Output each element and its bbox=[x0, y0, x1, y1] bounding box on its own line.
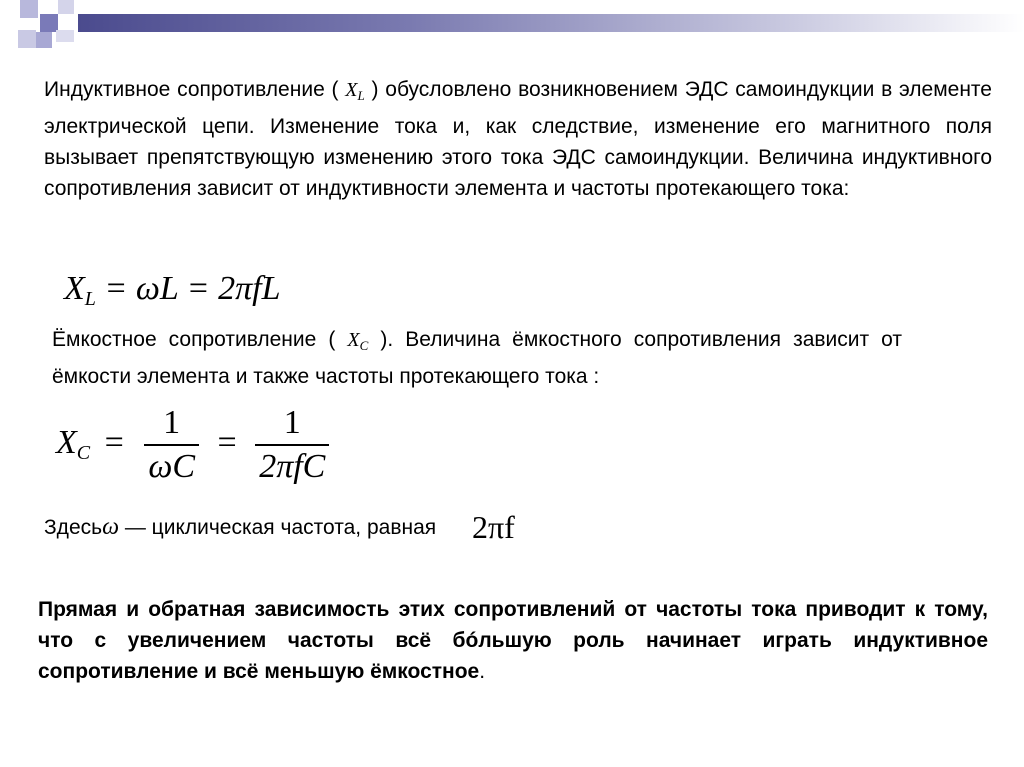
title-bar bbox=[78, 14, 1024, 32]
p2-before: Ёмкостное сопротивление ( bbox=[52, 328, 336, 351]
paragraph-capacitive bbox=[52, 324, 902, 392]
two-pi-f: 2πf bbox=[471, 509, 515, 545]
paragraph-inductive bbox=[44, 74, 992, 204]
xl-symbol: $X_L$ bbox=[345, 79, 365, 103]
formula-inductive: XL = ωL = 2πfL bbox=[64, 270, 281, 310]
xc-symbol: $X_C$ bbox=[347, 329, 369, 353]
deco-square bbox=[56, 30, 74, 42]
paragraph-conclusion: Прямая и обратная зависимость этих сопротивлений от частоты тока приводит к тому, что с увеличением частоты всё бóльшую роль начинает играть индуктивное сопротивление и всё меньшую ёмкостное. bbox=[38, 598, 988, 683]
deco-square bbox=[36, 32, 52, 48]
p2-after: ). Величина ёмкостного сопротивления зависит от ёмкости элемента и также частоты протекающего тока : bbox=[52, 328, 902, 388]
p1-before: Индуктивное сопротивление ( bbox=[44, 78, 339, 101]
header-decoration bbox=[0, 0, 1024, 60]
deco-square bbox=[58, 0, 74, 14]
fraction-2: $\frac{1}{\text{2πfC}}$ bbox=[255, 404, 329, 486]
omega-symbol: ω bbox=[102, 514, 120, 540]
deco-square bbox=[20, 0, 38, 18]
deco-square bbox=[18, 30, 36, 48]
paragraph-here: Здесьω — циклическая частота, равная 2πf bbox=[44, 509, 515, 545]
fraction-1: $\frac{1}{\omega C}$ bbox=[144, 404, 199, 486]
formula-capacitive: XC = $\frac{1}{\omega C}$ = $\frac{1}{\text{2πfC}}$ bbox=[56, 404, 335, 486]
p1-after: ) обусловлено возникновением ЭДС самоиндукции в элементе электрической цепи. Изменение тока и, как следствие, изменение его магнитного поля вызывает препятствующую изменению этого тока ЭДС самоиндукции. Величина индуктивного сопротивления зависит от индуктивности элемента и частоты протекающего тока: bbox=[44, 78, 992, 200]
